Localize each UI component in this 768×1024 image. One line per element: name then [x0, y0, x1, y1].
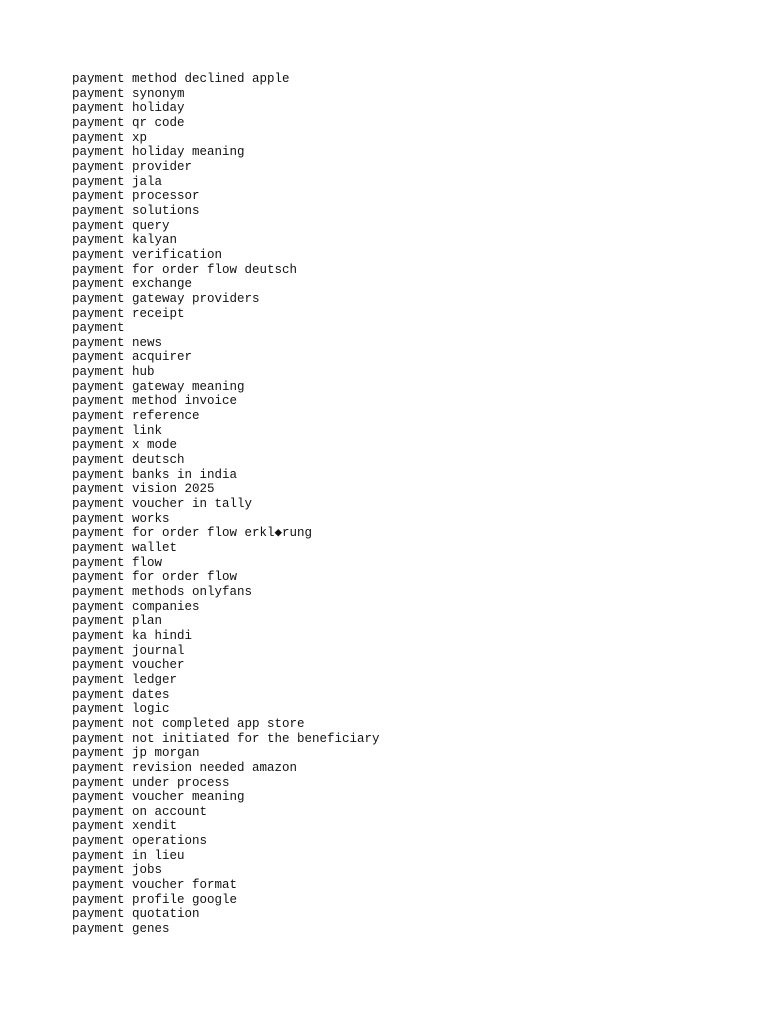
keyword-line: payment wallet	[72, 541, 178, 555]
keyword-line: payment query	[72, 218, 170, 233]
keyword-line: payment in lieu	[72, 848, 185, 863]
keyword-line: payment plan	[72, 614, 163, 629]
keyword-line: payment solutions	[72, 203, 200, 218]
keyword-line: payment companies	[72, 599, 200, 614]
keyword-line: payment holiday meaning	[72, 145, 245, 160]
keyword-line: payment provider	[72, 159, 193, 174]
keyword-line: payment for order flow erkl◆rung	[72, 526, 313, 541]
keyword-line: payment journal	[72, 643, 185, 658]
keyword-line: payment voucher in tally	[72, 497, 253, 512]
keyword-line: payment revision needed amazon	[72, 760, 298, 775]
keyword-line: payment gateway providers	[72, 291, 260, 306]
keyword-line: payment ledger	[72, 672, 178, 687]
keyword-line: payment for order flow deutsch	[72, 262, 298, 277]
keyword-line: payment for order flow	[72, 570, 238, 585]
keyword-line: payment news	[72, 335, 163, 350]
keyword-line: payment jp morgan	[72, 746, 200, 761]
keyword-line: payment jala	[72, 174, 163, 189]
keyword-line: payment jobs	[72, 863, 163, 878]
keyword-line: payment under process	[72, 775, 230, 790]
keyword-line: payment	[72, 321, 125, 336]
keyword-line: payment banks in india	[72, 467, 238, 482]
keyword-line: payment works	[72, 511, 170, 526]
keyword-line: payment deutsch	[72, 453, 185, 468]
keyword-line: payment methods onlyfans	[72, 584, 253, 599]
keyword-line: payment ka hindi	[72, 628, 193, 643]
keyword-line: payment flow	[72, 555, 163, 570]
keyword-line: payment voucher meaning	[72, 790, 245, 805]
keyword-line: payment voucher format	[72, 878, 238, 893]
keyword-line: payment method invoice	[72, 394, 238, 409]
keyword-line: payment dates	[72, 687, 170, 702]
keyword-line: payment vision 2025	[72, 482, 215, 497]
keyword-line: payment link	[72, 423, 163, 438]
keyword-line: payment profile google	[72, 892, 238, 907]
keyword-line: payment x mode	[72, 438, 178, 453]
keyword-line: payment gateway meaning	[72, 379, 245, 394]
keyword-line: payment method declined apple	[72, 72, 290, 86]
keyword-line: payment exchange	[72, 277, 193, 292]
keyword-line: payment receipt	[72, 306, 185, 321]
keyword-line: payment operations	[72, 834, 208, 849]
keyword-line: payment xp	[72, 130, 148, 145]
keyword-line: payment not completed app store	[72, 716, 305, 731]
keyword-line: payment hub	[72, 365, 155, 380]
keyword-line: payment xendit	[72, 819, 178, 834]
keyword-line: payment synonym	[72, 86, 185, 101]
keyword-line: payment logic	[72, 702, 170, 717]
keyword-line: payment qr code	[72, 115, 185, 130]
keyword-line: payment verification	[72, 247, 223, 262]
keyword-line: payment holiday	[72, 101, 185, 116]
keyword-list	[72, 72, 380, 937]
keyword-line: payment voucher	[72, 658, 185, 673]
keyword-line: payment acquirer	[72, 350, 193, 365]
keyword-line: payment on account	[72, 804, 208, 819]
keyword-line: payment reference	[72, 409, 200, 424]
keyword-line: payment genes	[72, 922, 170, 937]
keyword-line: payment processor	[72, 189, 200, 204]
keyword-line: payment kalyan	[72, 233, 178, 248]
keyword-line: payment not initiated for the beneficiary	[72, 731, 380, 746]
keyword-line: payment quotation	[72, 907, 200, 922]
